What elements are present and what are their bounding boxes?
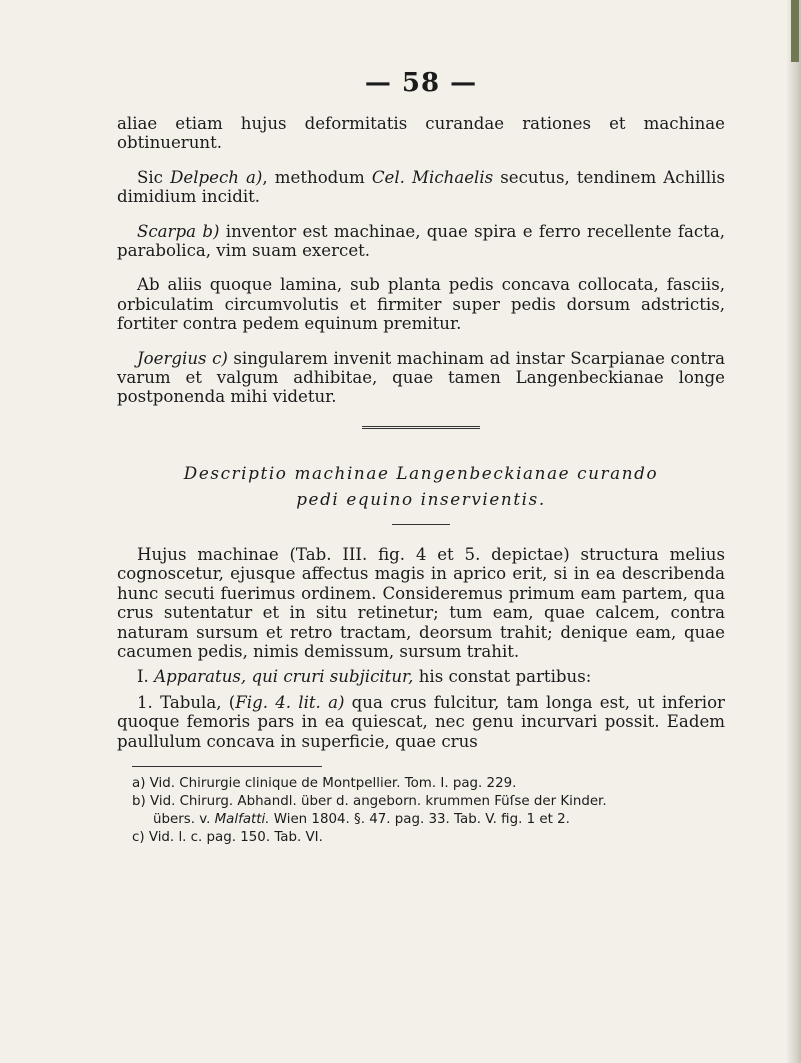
paragraph-2-post: secutus, tendinem Achillis dimidium incidit. bbox=[117, 167, 725, 207]
footnote-b-cont-pre: übers. v. bbox=[153, 811, 215, 827]
apparatus-title: Apparatus, qui cruri subjicitur, bbox=[154, 667, 414, 687]
footnote-b: b) Vid. Chirurg. Abhandl. über d. angeborn. krummen Füſse der Kinder. bbox=[132, 793, 607, 809]
paragraph-5-text: singularem invenit machinam ad instar Scarpianae contra varum et valgum adhibitae, quae tamen Langenbeckianae longe postponenda mihi videtur. bbox=[117, 348, 725, 407]
footnote-b-cont-post: Wien 1804. §. 47. pag. 33. Tab. V. fig. 1 et 2. bbox=[269, 811, 570, 827]
author-delpech: Delpech a) bbox=[170, 167, 263, 187]
paragraph-6 bbox=[117, 545, 725, 661]
page-edge bbox=[787, 0, 801, 1063]
footnotes bbox=[117, 775, 725, 847]
author-michaelis: Cel. Michaelis bbox=[371, 167, 494, 187]
paragraph-4 bbox=[117, 275, 725, 333]
paragraph-5 bbox=[117, 349, 725, 407]
section-divider bbox=[362, 426, 480, 431]
footnote-a: a) Vid. Chirurgie clinique de Montpellier. Tom. I. pag. 229. bbox=[132, 775, 517, 791]
paragraph-3-text: inventor est machinae, quae spira e ferro recellente facta, parabolica, vim suam exercet. bbox=[117, 221, 726, 261]
footnote-rule bbox=[132, 766, 322, 767]
page-content bbox=[117, 68, 725, 847]
paragraph-2-pre: Sic bbox=[137, 167, 171, 187]
paragraph-1-text: aliae etiam hujus deformitatis curandae rationes et machinae obtinuerunt. bbox=[117, 114, 725, 153]
section-heading-line-2: pedi equino inservientis. bbox=[296, 488, 546, 509]
footnote-b-continued bbox=[153, 811, 725, 829]
paragraph-7 bbox=[117, 667, 725, 686]
footnote-c: c) Vid. l. c. pag. 150. Tab. VI. bbox=[132, 829, 323, 845]
paragraph-6-text: Hujus machinae (Tab. III. fig. 4 et 5. depictae) structura melius cognoscetur, ejusque affectus magis in aprico erit, si in ea describenda hunc secuti fuerimus ordinem. Consideremus primum eam partem, qua crus sutentatur et in situ retinetur; tum eam, quae calcem, contra naturam sursum et retro tractam, deorsum trahit; denique eam, quae cacumen pedis, nimis demissum, sursum trahit. bbox=[117, 544, 725, 661]
paragraph-4-text: Ab aliis quoque lamina, sub planta pedis concava collocata, fasciis, orbiculatim circumvolutis et firmiter super pedis dorsum adstrictis, fortiter contra pedem equinum premitur. bbox=[117, 275, 725, 334]
paragraph-3 bbox=[117, 222, 725, 261]
edge-tab bbox=[791, 0, 799, 62]
paragraph-8-pre: 1. Tabula, ( bbox=[137, 692, 236, 712]
section-heading bbox=[117, 460, 725, 512]
author-joergius: Joergius c) bbox=[137, 348, 228, 368]
paragraph-1 bbox=[117, 114, 725, 153]
page-number: — 58 — bbox=[364, 68, 478, 98]
paragraph-7-pre: I. bbox=[137, 667, 155, 687]
paragraph-8 bbox=[117, 693, 725, 751]
section-heading-line-1: Descriptio machinae Langenbeckianae curando bbox=[183, 462, 659, 483]
figure-reference: Fig. 4. lit. a) bbox=[235, 692, 345, 712]
translator-malfatti: Malfatti. bbox=[214, 811, 270, 827]
heading-underline bbox=[392, 524, 450, 525]
author-scarpa: Scarpa b) bbox=[137, 221, 220, 241]
paragraph-2-mid: , methodum bbox=[262, 167, 372, 187]
paragraph-2 bbox=[117, 168, 725, 207]
paragraph-8-post: qua crus fulcitur, tam longa est, ut inferior quoque femoris pars in ea quiescat, nec genu incurvari possit. Eadem paullulum concava in superficie, quae crus bbox=[117, 692, 725, 751]
paragraph-7-post: his constat partibus: bbox=[413, 667, 592, 687]
